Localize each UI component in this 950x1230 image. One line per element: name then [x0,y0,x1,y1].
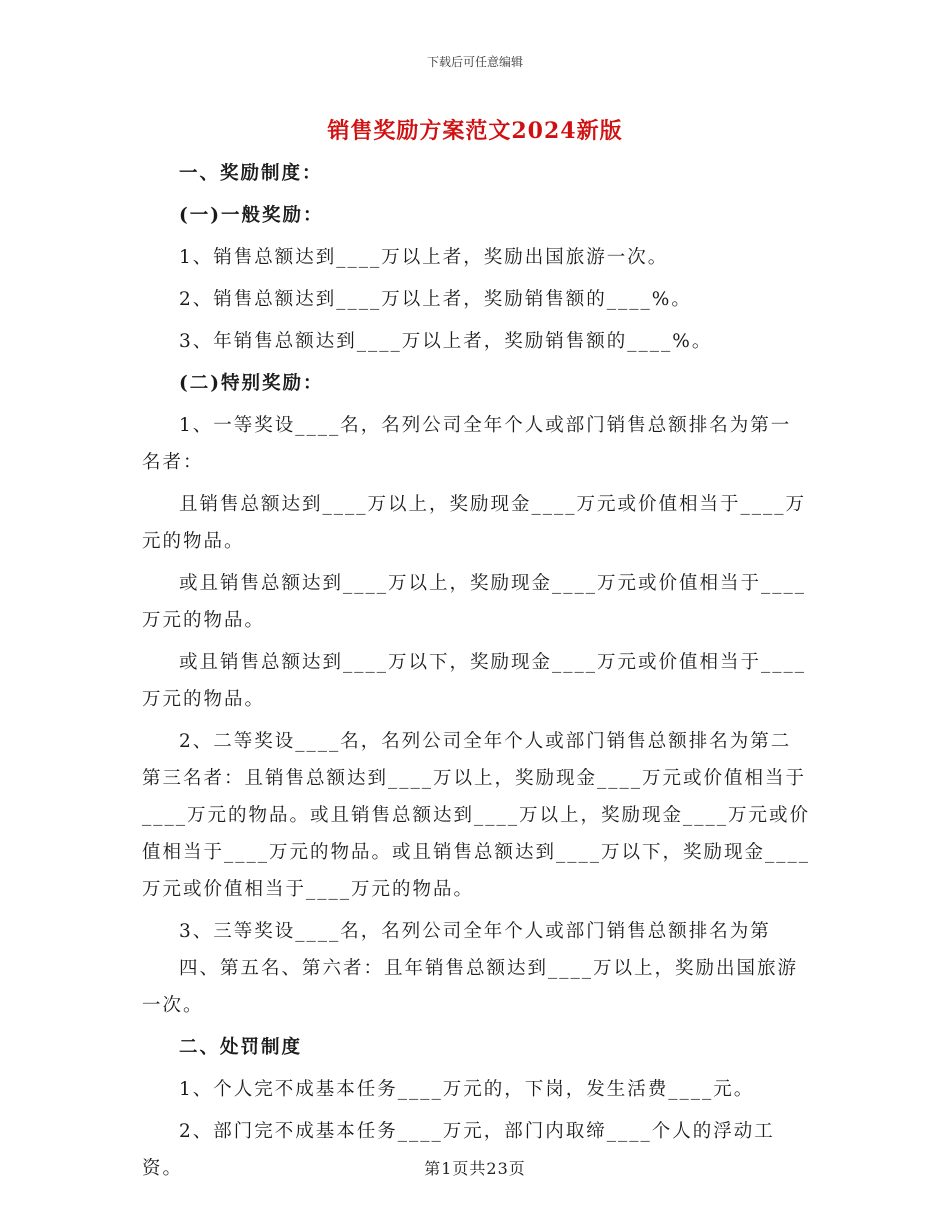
paragraph: 3、三等奖设____名，名列公司全年个人或部门销售总额排名为第 [179,921,771,942]
paragraph: 1、销售总额达到____万以上者，奖励出国旅游一次。 [179,247,669,268]
paragraph: 四、第五名、第六者：且年销售总额达到____万以上，奖励出国旅游一次。 [142,958,799,1016]
section-heading-penalties: 二、处罚制度 [179,1037,303,1058]
paragraph: 1、一等奖设____名，名列公司全年个人或部门销售总额排名为第一名者： [142,415,792,473]
section-heading-rewards: 一、奖励制度： [179,163,323,184]
paragraph: 2、部门完不成基本任务____万元，部门内取缔____个人的浮动工资。 [142,1121,775,1179]
paragraph: 或且销售总额达到____万以下，奖励现金____万元或价值相当于____万元的物品。 [142,652,807,710]
paragraph: 3、年销售总额达到____万以上者，奖励销售额的____%。 [179,331,713,352]
page-number: 第1页共23页 [424,1159,526,1178]
paragraph: 或且销售总额达到____万以上，奖励现金____万元或价值相当于____万元的物品。 [142,573,807,631]
page-header: 下载后可任意编辑 [426,55,523,69]
paragraph: 且销售总额达到____万以上，奖励现金____万元或价值相当于____万元的物品。 [142,494,807,552]
subsection-heading-special: (二)特别奖励： [179,373,324,394]
paragraph: 2、销售总额达到____万以上者，奖励销售额的____%。 [179,289,692,310]
document-title: 销售奖励方案范文2024新版 [327,118,623,144]
paragraph: 1、个人完不成基本任务____万元的，下岗，发生活费____元。 [179,1079,755,1100]
subsection-heading-general: (一)一般奖励： [179,205,324,226]
document-body [142,150,810,1187]
paragraph: 2、二等奖设____名，名列公司全年个人或部门销售总额排名为第二第三名者：且销售总额达到____万以上，奖励现金____万元或价值相当于____万元的物品。或且销售总额达到____万以上，奖励现金____万元或价值相当于____万元的物品。或且销售总额达到____万以下，奖励现金____万元或价值相当于____万元的物品。 [142,731,811,900]
